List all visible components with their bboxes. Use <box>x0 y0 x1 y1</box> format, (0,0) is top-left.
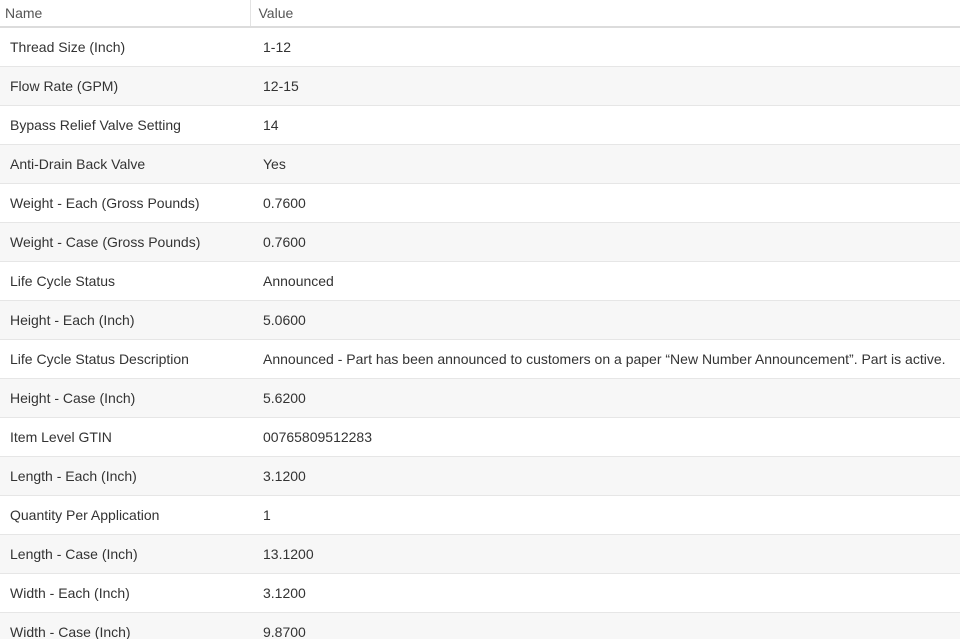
table-header <box>0 0 960 27</box>
table-row <box>0 262 960 301</box>
row-value: 5.0600 <box>250 301 960 340</box>
table-row <box>0 535 960 574</box>
row-name: Weight - Each (Gross Pounds) <box>0 184 250 223</box>
column-header-name[interactable]: Name <box>0 0 250 27</box>
row-name: Weight - Case (Gross Pounds) <box>0 223 250 262</box>
row-name: Life Cycle Status <box>0 262 250 301</box>
row-name: Height - Each (Inch) <box>0 301 250 340</box>
row-name: Length - Case (Inch) <box>0 535 250 574</box>
table-row <box>0 184 960 223</box>
row-name: Quantity Per Application <box>0 496 250 535</box>
table-row <box>0 27 960 67</box>
table-row <box>0 223 960 262</box>
header-row <box>0 0 960 27</box>
row-name: Height - Case (Inch) <box>0 379 250 418</box>
row-value: 00765809512283 <box>250 418 960 457</box>
table-row <box>0 145 960 184</box>
row-name: Flow Rate (GPM) <box>0 67 250 106</box>
table-row <box>0 67 960 106</box>
table-row <box>0 340 960 379</box>
column-header-value[interactable]: Value <box>250 0 960 27</box>
row-name: Width - Each (Inch) <box>0 574 250 613</box>
row-name: Width - Case (Inch) <box>0 613 250 639</box>
row-value: Announced <box>250 262 960 301</box>
table-row <box>0 457 960 496</box>
row-value: 0.7600 <box>250 184 960 223</box>
table-body <box>0 27 960 639</box>
row-value: 13.1200 <box>250 535 960 574</box>
row-value: Announced - Part has been announced to customers on a paper “New Number Announcement”. Part is active. <box>250 340 960 379</box>
table-row <box>0 496 960 535</box>
row-value: 0.7600 <box>250 223 960 262</box>
table-row <box>0 379 960 418</box>
row-value: 9.8700 <box>250 613 960 639</box>
row-name: Life Cycle Status Description <box>0 340 250 379</box>
row-name: Bypass Relief Valve Setting <box>0 106 250 145</box>
row-value: 5.6200 <box>250 379 960 418</box>
row-name: Length - Each (Inch) <box>0 457 250 496</box>
row-value: 3.1200 <box>250 457 960 496</box>
row-name: Thread Size (Inch) <box>0 27 250 67</box>
table-row <box>0 418 960 457</box>
table-row <box>0 106 960 145</box>
table-row <box>0 301 960 340</box>
table-row <box>0 613 960 639</box>
row-value: 3.1200 <box>250 574 960 613</box>
table-row <box>0 574 960 613</box>
row-value: 14 <box>250 106 960 145</box>
row-value: Yes <box>250 145 960 184</box>
row-name: Item Level GTIN <box>0 418 250 457</box>
row-value: 1 <box>250 496 960 535</box>
row-value: 1-12 <box>250 27 960 67</box>
row-name: Anti-Drain Back Valve <box>0 145 250 184</box>
row-value: 12-15 <box>250 67 960 106</box>
